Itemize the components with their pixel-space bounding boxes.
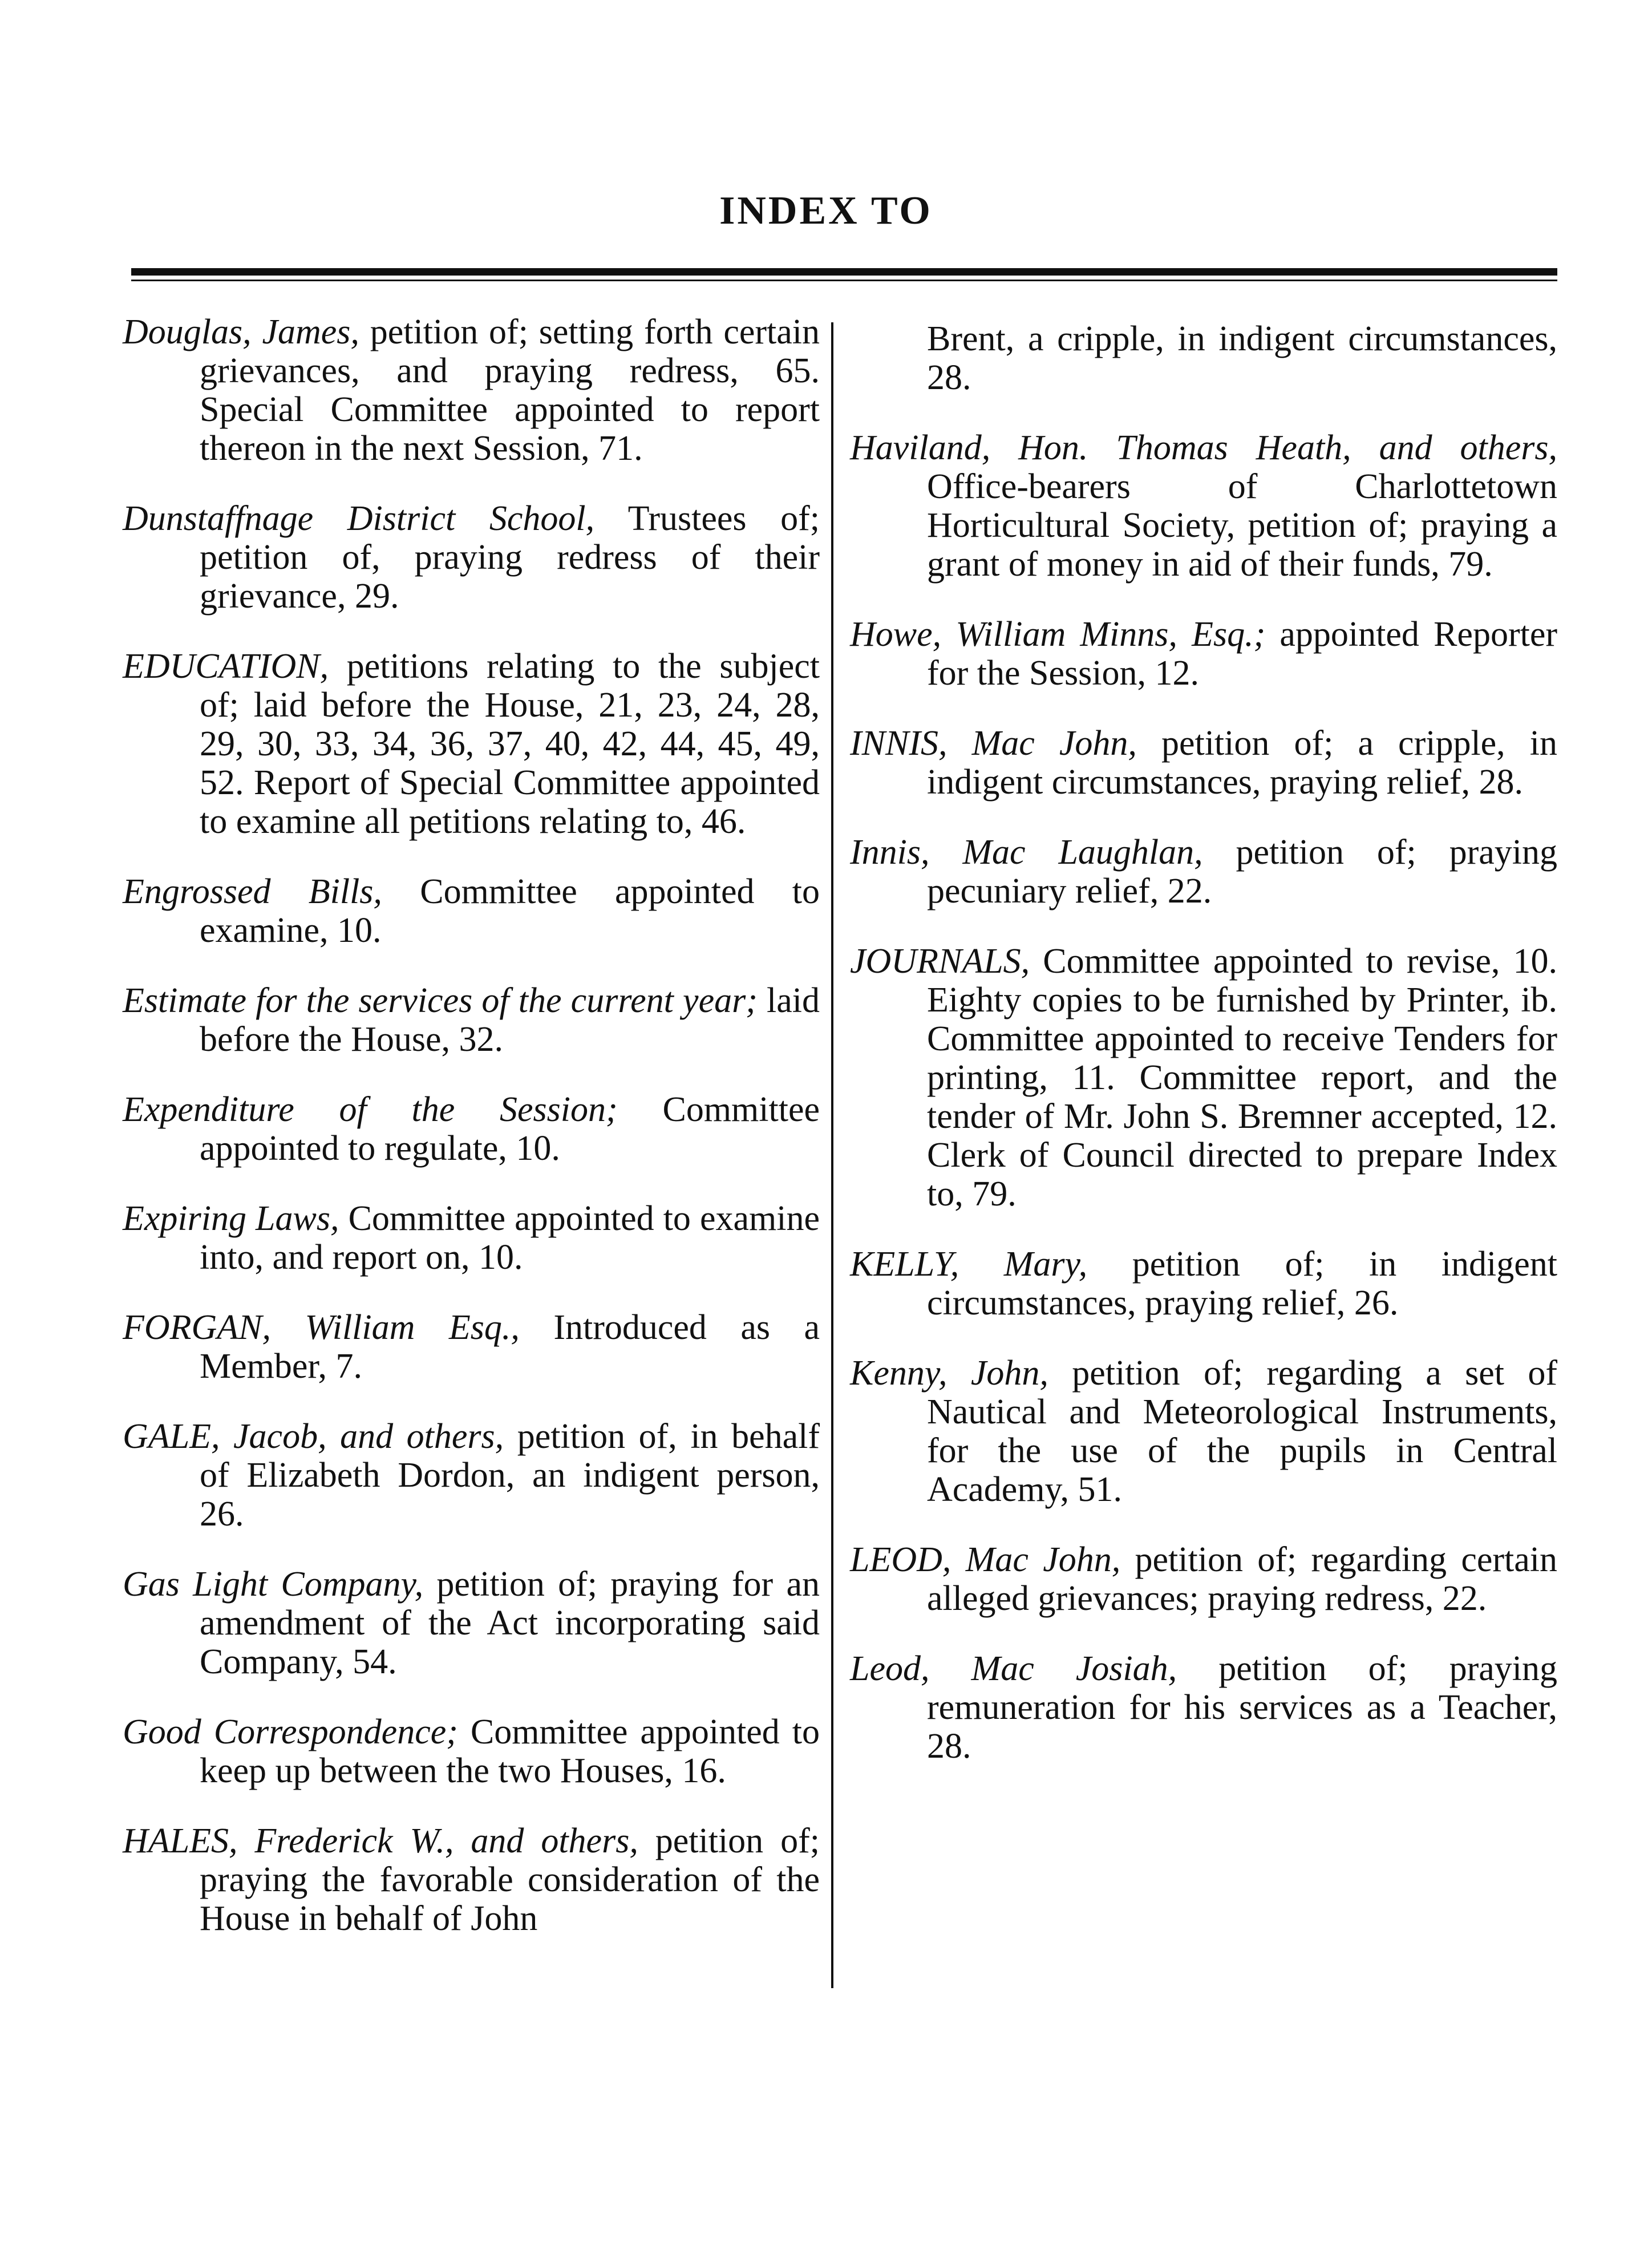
entry-term: Douglas, James,: [123, 313, 359, 351]
index-entry: [123, 1822, 820, 1938]
entry-term: KELLY, Mary,: [850, 1245, 1088, 1284]
entry-term: Leod, Mac Josiah,: [850, 1649, 1177, 1688]
entry-text: Committee appointed to regulate, 10.: [200, 1090, 820, 1168]
index-entry-continuation: Brent, a cripple, in indigent circumstances, 28.: [927, 319, 1557, 397]
entry-text: petition of, in behalf of Elizabeth Dordon, an indigent person, 26.: [200, 1417, 820, 1533]
entry-term: Kenny, John,: [850, 1354, 1048, 1393]
index-entry: [123, 981, 820, 1059]
entry-text: laid before the House, 32.: [200, 981, 820, 1059]
entry-term: Expiring Laws,: [123, 1199, 339, 1238]
index-entry: [850, 942, 1557, 1213]
left-column: [123, 313, 820, 1969]
index-entry: [123, 1090, 820, 1168]
entry-text: petitions relating to the subject of; laid before the House, 21, 23, 24, 28, 29, 30, 33, 34, 36, 37, 40, 42, 44, 45, 49, 52. Report of Special Committee appointed to examine all petitions relating to, 46.: [200, 647, 820, 841]
entry-text: petition of; praying the favorable consideration of the House in behalf of John: [200, 1822, 820, 1938]
entry-term: Expenditure of the Session;: [123, 1090, 618, 1129]
entry-text: petition of; praying remuneration for his services as a Teacher, 28.: [927, 1649, 1557, 1766]
entry-text: Trustees of; petition of, praying redress of their grievance, 29.: [200, 499, 820, 616]
entry-text: Committee appointed to examine into, and report on, 10.: [200, 1199, 820, 1277]
header-rule-thin: [131, 280, 1557, 281]
entry-term: Estimate for the services of the current year;: [123, 981, 758, 1020]
index-entry: [850, 1354, 1557, 1509]
entry-term: Gas Light Company,: [123, 1565, 424, 1604]
entry-term: FORGAN, William Esq.,: [123, 1308, 520, 1347]
index-entry: [850, 1245, 1557, 1322]
entry-term: Innis, Mac Laughlan,: [850, 833, 1203, 872]
index-entry: [850, 833, 1557, 910]
index-entry: [850, 1540, 1557, 1618]
index-entry: [123, 1713, 820, 1790]
entry-text: petition of; setting forth certain grievances, and praying redress, 65. Special Committee appointed to report thereon in the next Session, 71.: [200, 313, 820, 468]
entry-text: appointed Reporter for the Session, 12.: [927, 615, 1557, 693]
right-column: [850, 313, 1557, 1797]
entry-term: EDUCATION,: [123, 647, 329, 686]
entry-text: petition of; regarding certain alleged grievances; praying redress, 22.: [927, 1540, 1557, 1618]
entry-text: Introduced as a Member, 7.: [200, 1308, 820, 1386]
entry-term: INNIS, Mac John,: [850, 724, 1137, 763]
index-entry: [123, 1417, 820, 1533]
entry-term: Dunstaffnage District School,: [123, 499, 595, 538]
index-entry: [123, 499, 820, 616]
entry-term: GALE, Jacob, and others,: [123, 1417, 504, 1456]
index-entry: [123, 313, 820, 468]
index-entry: [850, 1649, 1557, 1766]
index-entry: [850, 615, 1557, 693]
entry-term: Haviland, Hon. Thomas Heath, and others,: [850, 428, 1557, 467]
entry-term: JOURNALS,: [850, 942, 1030, 981]
entry-term: LEOD, Mac John,: [850, 1540, 1121, 1579]
page-title: INDEX TO: [719, 189, 933, 233]
column-divider: [831, 322, 833, 1988]
entry-term: Engrossed Bills,: [123, 872, 382, 911]
index-entry: [123, 1199, 820, 1277]
entry-text: petition of; praying pecuniary relief, 22.: [927, 833, 1558, 910]
header-rule-thick: [131, 268, 1557, 276]
entry-text: Committee appointed to revise, 10. Eighty copies to be furnished by Printer, ib. Committee appointed to receive Tenders for printing, 11. Committee report, and the tender of Mr. John S. Bremner accepted, 12. Clerk of Council directed to prepare Index to, 79.: [927, 942, 1557, 1213]
entry-text: petition of; praying for an amendment of the Act incorporating said Company, 54.: [200, 1565, 820, 1681]
entry-text: Committee appointed to examine, 10.: [200, 872, 820, 950]
entry-term: Good Correspondence;: [123, 1713, 458, 1751]
entry-term: HALES, Frederick W., and others,: [123, 1822, 638, 1860]
index-entry: [850, 428, 1557, 584]
entry-term: Howe, William Minns, Esq.;: [850, 615, 1266, 654]
index-entry: [123, 1308, 820, 1386]
index-entry: [123, 647, 820, 841]
index-entry: [123, 872, 820, 950]
index-entry: [123, 1565, 820, 1681]
entry-text: petition of; in indigent circumstances, praying relief, 26.: [927, 1245, 1558, 1322]
entry-text: Office-bearers of Charlottetown Horticultural Society, petition of; praying a grant of money in aid of their funds, 79.: [927, 467, 1557, 584]
entry-text: petition of; a cripple, in indigent circumstances, praying relief, 28.: [927, 724, 1558, 802]
entry-text: petition of; regarding a set of Nautical and Meteorological Instruments, for the use of the pupils in Central Academy, 51.: [927, 1354, 1557, 1509]
entry-text: Committee appointed to keep up between the two Houses, 16.: [200, 1713, 820, 1790]
index-entry: [850, 724, 1557, 802]
